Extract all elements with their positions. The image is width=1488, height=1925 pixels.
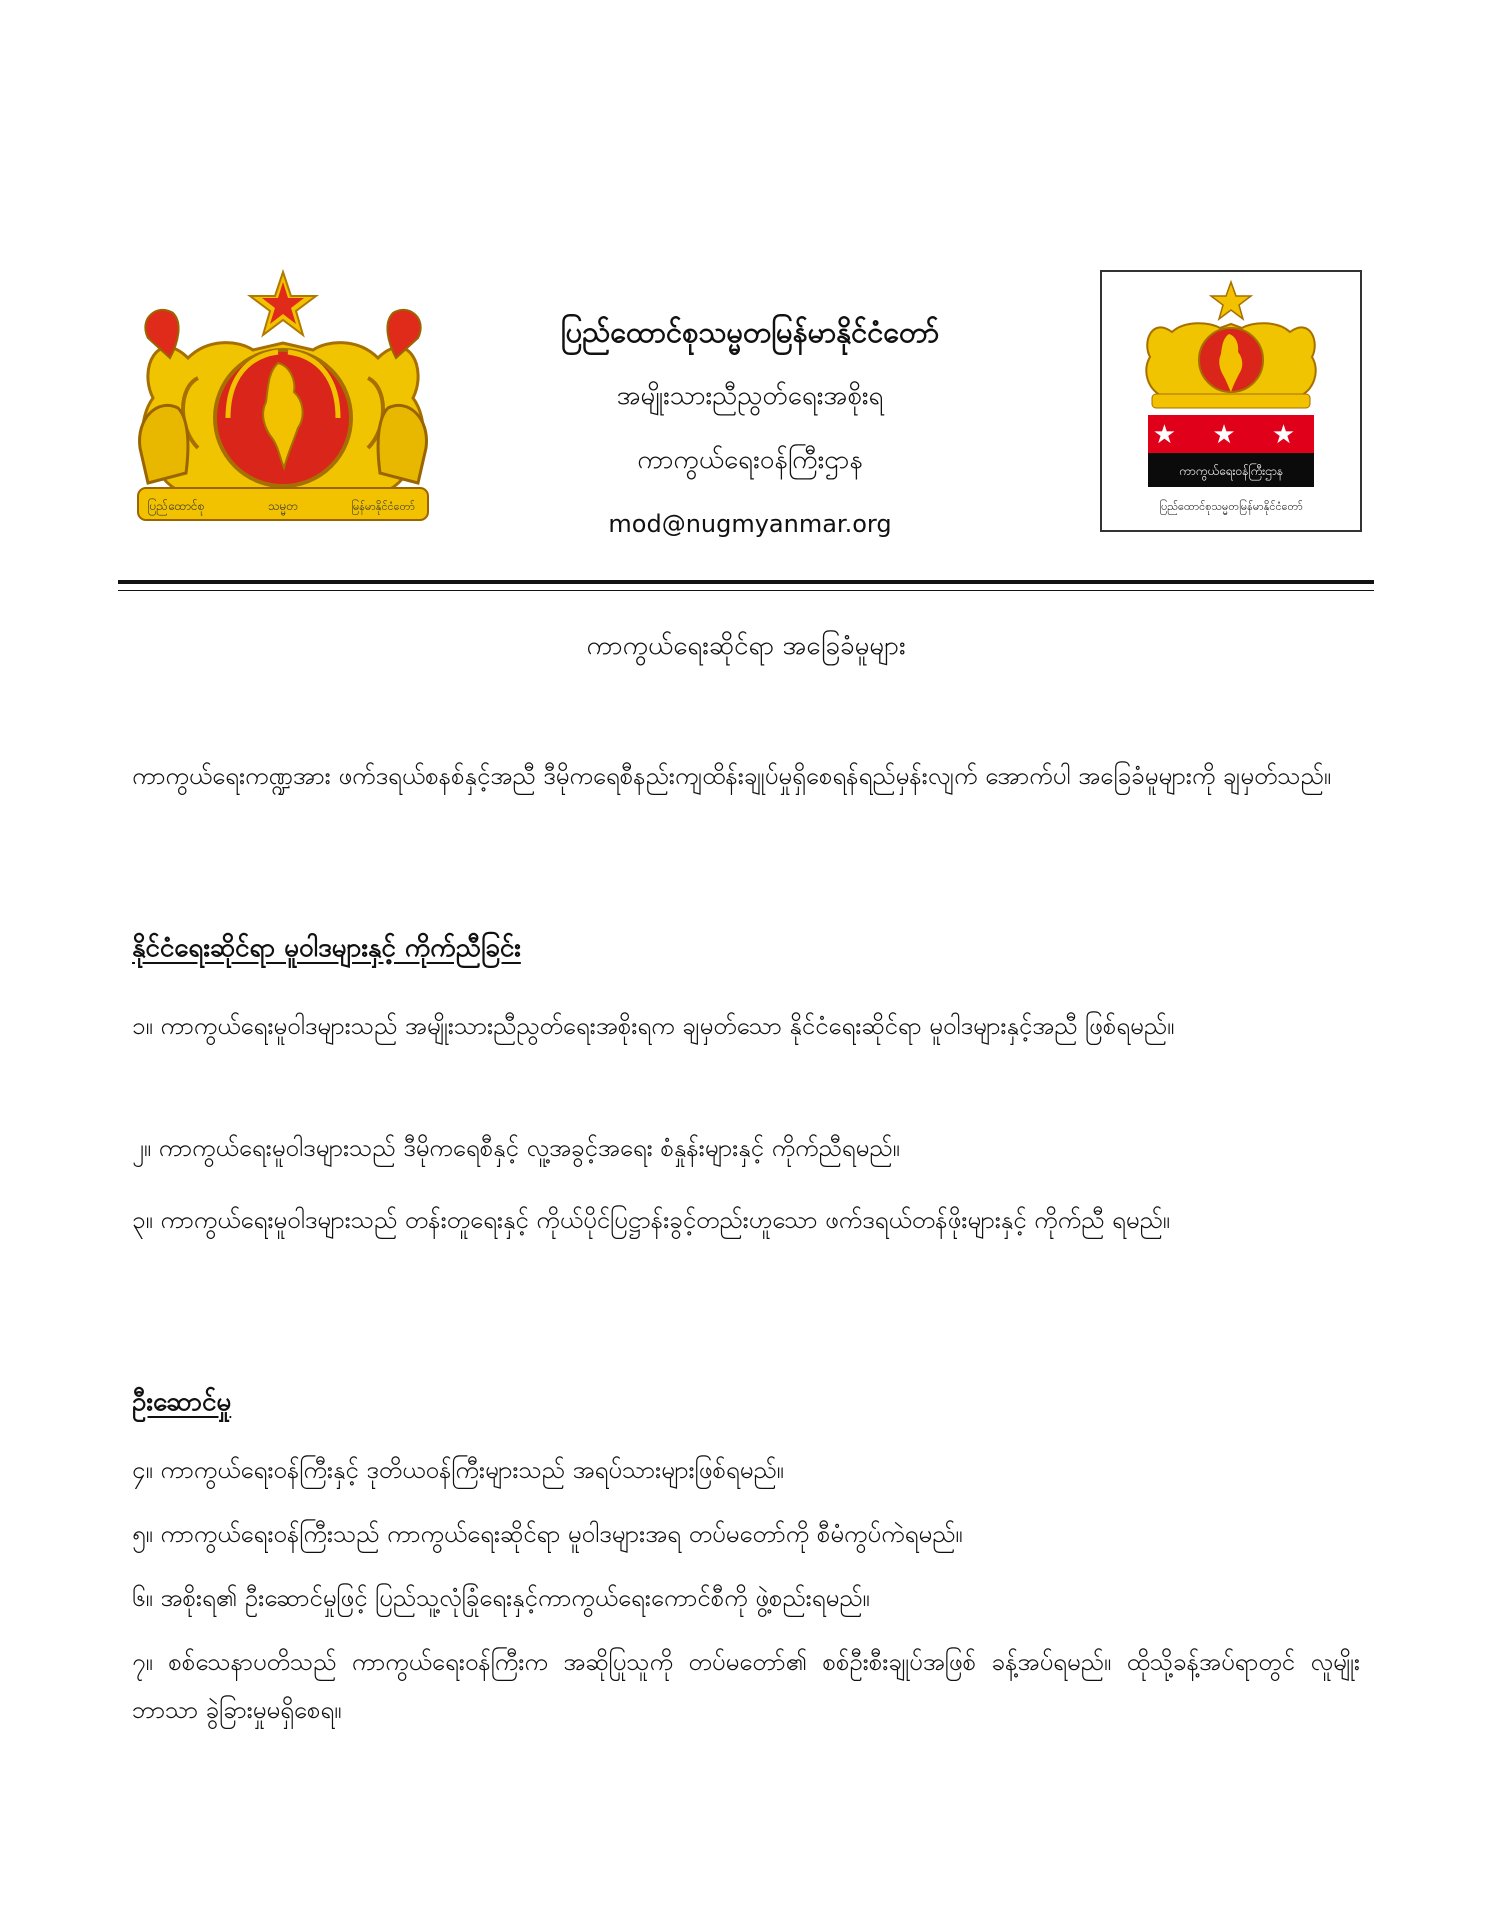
badge-stars: ★ ★ ★ <box>1152 420 1310 450</box>
section1-item-3: ၃။ ကာကွယ်ရေးမူဝါဒများသည် တန်းတူရေးနှင့် ကိုယ်ပိုင်ပြဋ္ဌာန်းခွင့်တည်းဟူသော ဖက်ဒရယ်တန်ဖိုးများနှင့် ကိုက်ညီ ရမည်။ <box>132 1206 1170 1234</box>
letterhead-ministry: ကာကွယ်ရေးဝန်ကြီးဌာန <box>637 445 863 475</box>
section2-item-6: ၆။ အစိုးရ၏ ဦးဆောင်မှုဖြင့် ပြည်သူ့လုံခြုံရေးနှင့်ကာကွယ်ရေးကောင်စီကို ဖွဲ့စည်းရမည်။ <box>132 1584 870 1612</box>
ministry-badge <box>1100 270 1362 532</box>
seal-ribbon-left-text: ပြည်ထောင်စု <box>147 499 205 513</box>
letterhead-country: ပြည်ထောင်စုသမ္မတမြန်မာနိုင်ငံတော် <box>560 315 940 349</box>
section2-item-7: ၇။ စစ်သေနာပတိသည် ကာကွယ်ရေးဝန်ကြီးက အဆိုပြုသူကို တပ်မတော်၏ စစ်ဦးစီးချုပ်အဖြစ် ခန့်အပ်ရမည်။ ထိုသို့ခန့်အပ်ရာတွင် လူမျိုးဘာသာ ခွဲခြားမှုမရှိစေရ။ <box>132 1648 1360 1724</box>
document-title: ကာကွယ်ရေးဆိုင်ရာ အခြေခံမူများ <box>586 631 906 661</box>
letterhead-email: mod@nugmyanmar.org <box>608 510 892 538</box>
section-heading-policy-alignment: နိုင်ငံရေးဆိုင်ရာ မူဝါဒများနှင့် ကိုက်ညီခြင်း <box>132 933 521 963</box>
section2-item-5: ၅။ ကာကွယ်ရေးဝန်ကြီးသည် ကာကွယ်ရေးဆိုင်ရာ မူဝါဒများအရ တပ်မတော်ကို စီမံကွပ်ကဲရမည်။ <box>132 1520 963 1548</box>
section2-item-4: ၄။ ကာကွယ်ရေးဝန်ကြီးနှင့် ဒုတိယဝန်ကြီးများသည် အရပ်သားများဖြစ်ရမည်။ <box>132 1456 784 1484</box>
seal-ribbon-right-text: မြန်မာနိုင်ငံတော် <box>351 500 415 513</box>
section1-item-2: ၂။ ကာကွယ်ရေးမူဝါဒများသည် ဒီမိုကရေစီနှင့် လူ့အခွင့်အရေး စံနှုန်းများနှင့် ကိုက်ညီရမည်။ <box>132 1134 900 1162</box>
state-seal-emblem <box>128 268 438 528</box>
section-heading-leadership: ဦးဆောင်မှု <box>132 1387 232 1417</box>
section1-item-1: ၁။ ကာကွယ်ရေးမူဝါဒများသည် အမျိုးသားညီညွတ်ရေးအစိုးရက ချမှတ်သော နိုင်ငံရေးဆိုင်ရာ မူဝါဒများနှင့်အညီ ဖြစ်ရမည်။ <box>132 1012 1175 1040</box>
badge-ministry-label: ကာကွယ်ရေးဝန်ကြီးဌာန <box>1178 464 1284 478</box>
seal-ribbon-center-text: သမ္မတ <box>267 499 299 513</box>
intro-paragraph: ကာကွယ်ရေးကဏ္ဍအား ဖက်ဒရယ်စနစ်နှင့်အညီ ဒီမိုကရေစီနည်းကျထိန်းချုပ်မှုရှိစေရန်ရည်မှန်းလျက် အောက်ပါ အခြေခံမူများကို ချမှတ်သည်။ <box>132 762 1331 790</box>
header-divider-thin <box>118 590 1374 591</box>
letterhead <box>500 300 1000 556</box>
ministry-badge-icon <box>1102 272 1360 530</box>
header-divider-thick <box>118 580 1374 584</box>
letterhead-government: အမျိုးသားညီညွတ်ရေးအစိုးရ <box>616 381 884 411</box>
badge-country-label: ပြည်ထောင်စုသမ္မတမြန်မာနိုင်ငံတော် <box>1159 500 1303 513</box>
state-seal-icon <box>128 268 438 528</box>
